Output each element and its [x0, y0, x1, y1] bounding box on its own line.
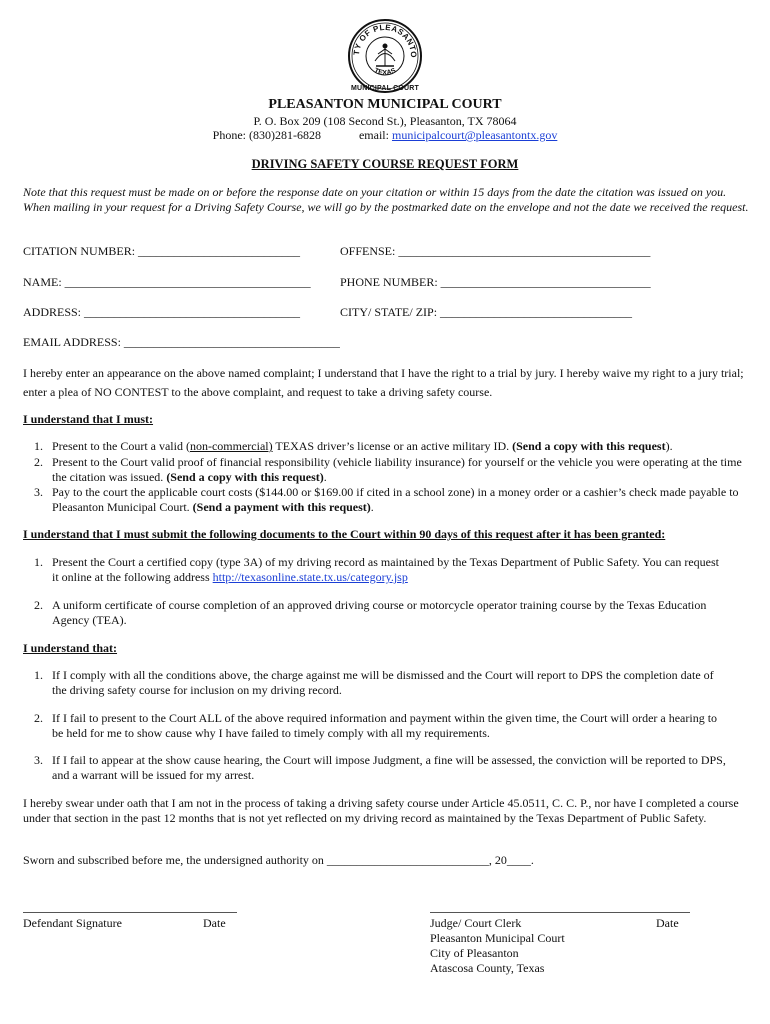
- oath-statement: I hereby swear under oath that I am not in the process of taking a driving safety course under Article 45.0511, C. C. P., nor have I completed a course under that section in the past 12 months that is not yet reflected on my driving record as maintained by the Texas Department of Public Safety.: [23, 796, 739, 825]
- deadline-note: Note that this request must be made on or before the response date on your citation or within 15 days from the date the citation was issued on you. When mailing in your request for a Driving Safety Course, we will go by the postmarked date on the envelope and not the date we received the request.: [23, 185, 749, 214]
- address-field[interactable]: ADDRESS: ____________________________________: [23, 305, 301, 319]
- court-contact: [0, 128, 770, 143]
- list-item: 2. A uniform certificate of course completion of an approved driving course or motorcycle operator training course by the Texas Education Agency (TEA).: [34, 598, 707, 627]
- submit-heading: I understand that I must submit the following documents to the Court within 90 days of this request after it has been granted:: [23, 527, 666, 541]
- city-seal-logo: [345, 16, 425, 96]
- judge-signature-line[interactable]: [430, 912, 690, 913]
- driving-record-link[interactable]: http://texasonline.state.tx.us/category.jsp: [212, 570, 408, 584]
- judge-date-label: Date: [656, 916, 679, 930]
- list-item: 2. Present to the Court valid proof of financial responsibility (vehicle liability insurance) for yourself or the vehicle you were operating at the time the citation was issued. (Send a copy with this request).: [34, 455, 742, 484]
- list-item: 1. Present the Court a certified copy (type 3A) of my driving record as maintained by the Texas Department of Public Safety. You can request it online at the following address http://texasonline.state.tx.us/category.jsp: [34, 555, 719, 584]
- offense-field[interactable]: OFFENSE: __________________________________________: [340, 244, 651, 258]
- defendant-signature-line[interactable]: [23, 912, 237, 913]
- name-field[interactable]: NAME: _________________________________________: [23, 275, 311, 289]
- seal-text-top: TY OF PLEASANTO: [351, 22, 419, 59]
- citation-number-field[interactable]: CITATION NUMBER: ___________________________: [23, 244, 301, 258]
- email-label: email:: [358, 128, 389, 142]
- sworn-statement[interactable]: Sworn and subscribed before me, the undersigned authority on ___________________________, 20____.: [23, 853, 534, 867]
- defendant-signature-label: Defendant Signature: [23, 916, 122, 930]
- list-item: 1. If I comply with all the conditions above, the charge against me will be dismissed and the Court will report to DPS the completion date of the driving safety course for inclusion on my driving record.: [34, 668, 714, 697]
- city-label: City of Pleasanton: [430, 946, 519, 960]
- plea-statement: I hereby enter an appearance on the above named complaint; I understand that I have the right to a trial by jury. I hereby waive my right to a jury trial; enter a plea of NO CONTEST to the above complaint, and request to take a driving safety course.: [23, 366, 744, 399]
- court-address: P. O. Box 209 (108 Second St.), Pleasanton, TX 78064: [253, 114, 517, 128]
- svg-text:TEXAS: [373, 67, 397, 77]
- list-item: 1. Present to the Court a valid (non-commercial) TEXAS driver’s license or an active military ID. (Send a copy with this request).: [34, 439, 673, 453]
- court-name-label: Pleasanton Municipal Court: [430, 931, 565, 945]
- defendant-date-label: Date: [203, 916, 226, 930]
- court-email-link[interactable]: municipalcourt@pleasantontx.gov: [391, 128, 558, 142]
- court-title: PLEASANTON MUNICIPAL COURT: [268, 97, 502, 112]
- understand-heading: I understand that:: [23, 641, 118, 655]
- form-title: DRIVING SAFETY COURSE REQUEST FORM: [251, 157, 519, 171]
- email-address-field[interactable]: EMAIL ADDRESS: ____________________________________: [23, 335, 340, 349]
- court-phone: Phone: (830)281-6828: [212, 128, 321, 142]
- seal-emblem-icon: [375, 44, 395, 66]
- list-item: 2. If I fail to present to the Court ALL of the above required information and payment within the given time, the Court will order a hearing to be held for me to show cause why I have failed to timely comply with all my requirements.: [34, 711, 718, 740]
- county-label: Atascosa County, Texas: [430, 961, 545, 975]
- phone-number-field[interactable]: PHONE NUMBER: ___________________________________: [340, 275, 651, 289]
- list-item: 3. Pay to the court the applicable court costs ($144.00 or $169.00 if cited in a school zone) in a money order or a cashier’s check made payable to Pleasanton Municipal Court. (Send a payment with this request).: [34, 485, 739, 514]
- seal-text-bottom: TEXAS: [372, 67, 398, 77]
- list-item: 3. If I fail to appear at the show cause hearing, the Court will impose Judgment, a fine will be assessed, the conviction will be reported to DPS, and a warrant will be issued for my arrest.: [34, 753, 726, 782]
- city-state-zip-field[interactable]: CITY/ STATE/ ZIP: ________________________________: [340, 305, 633, 319]
- judge-label: Judge/ Court Clerk: [430, 916, 522, 930]
- must-heading: I understand that I must:: [23, 412, 154, 426]
- court-label: MUNICIPAL COURT: [350, 85, 420, 92]
